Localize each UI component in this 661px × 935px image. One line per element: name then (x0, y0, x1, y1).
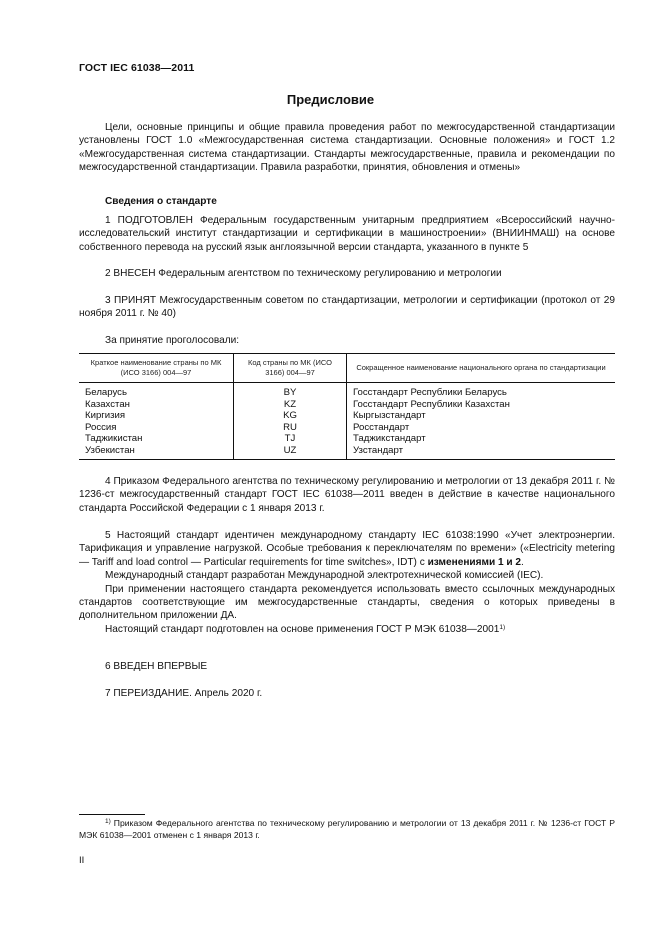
footnote-text: Приказом Федерального агентства по техническому регулированию и метрологии от 13 декабря 2011 г. № 1236-ст ГОСТ Р МЭК 61038—2001 отменен с 1 января 2013 г. (79, 818, 615, 840)
cell-country: Беларусь (85, 387, 127, 398)
item-3-block (79, 294, 615, 321)
table-row (79, 422, 615, 434)
intro-paragraph: Цели, основные принципы и общие правила проведения работ по межгосударственной стандартизации установлены ГОСТ 1.0 «Межгосударственная система стандартизации. Основные положения» и ГОСТ 1.2 «Межгосударственная система стандартизации. Стандарты межгосударственные, правила и рекомендации по межгосударственной стандартизации. Правила разработки, принятия, обновления и отмены» (79, 122, 615, 174)
item-4-block (79, 475, 615, 515)
cell-code: UZ (234, 445, 347, 460)
cell-country: Казахстан (85, 398, 130, 410)
intro-block (79, 121, 615, 175)
item-5-amendments: изменениями 1 и 2 (427, 556, 522, 568)
item-5-paragraph (79, 529, 615, 569)
footnote-divider (79, 814, 145, 815)
item-1-block (79, 214, 615, 254)
item-2-paragraph: 2 ВНЕСЕН Федеральным агентством по техническому регулированию и метрологии (105, 268, 502, 279)
item-5-end: . (521, 556, 524, 568)
cell-body: Узстандарт (347, 445, 616, 460)
header-body: Сокращенное наименование национального органа по стандартизации (347, 354, 616, 383)
item-5-origin: Международный стандарт разработан Международной электротехнической комиссией (IEC). (105, 570, 544, 582)
info-heading: Сведения о стандарте (105, 196, 217, 207)
vote-label-block (79, 334, 615, 347)
info-heading-block (79, 195, 615, 208)
table-header-row (79, 354, 615, 383)
item-4-paragraph: 4 Приказом Федерального агентства по техническому регулированию и метрологии от 13 декабря 2011 г. № 1236-ст межгосударственный стандарт ГОСТ IEC 61038—2011 введен в действие в качестве национального стандарта Российской Федерации с 1 января 2013 г. (79, 476, 615, 514)
cell-code: KZ (234, 399, 347, 411)
footnote-ref: 1) (499, 623, 506, 631)
table-row (79, 410, 615, 422)
table-row (79, 383, 615, 399)
cell-country: Киргизия (85, 410, 126, 421)
cell-country: Россия (85, 421, 117, 433)
cell-body: Кыргызстандарт (347, 410, 616, 422)
header-code: Код страны по МК (ИСО 3166) 004—97 (234, 354, 347, 383)
cell-body: Таджикстандарт (347, 433, 616, 445)
item-5-basis (79, 623, 615, 636)
cell-body: Росстандарт (347, 422, 616, 434)
item-5-basis-text: Настоящий стандарт подготовлен на основе применения ГОСТ Р МЭК 61038—2001 (105, 623, 500, 635)
member-states-table (79, 353, 615, 460)
item-6-block (79, 660, 615, 673)
table-row (79, 399, 615, 411)
item-5-text: 5 Настоящий стандарт идентичен международному стандарту IEC 61038:1990 «Учет электроэнергии. Тарификация и управление нагрузкой. Особые требования к переключателям по времени» («Electricity metering — Tariff and load control — Particular requirements for time switches», IDT) с (79, 530, 615, 568)
cell-code: BY (234, 383, 347, 399)
running-header: ГОСТ IEC 61038—2011 (79, 62, 195, 74)
footnote-mark: 1) (105, 818, 111, 825)
item-1-paragraph: 1 ПОДГОТОВЛЕН Федеральным государственным унитарным предприятием «Всероссийский научно-исследовательский институт стандартизации и сертификации в машиностроении» (ВНИИНМАШ) на основе собственного перевода на русский язык англоязычной версии стандарта, указанного в пункте 5 (79, 215, 615, 253)
section-title: Предисловие (286, 92, 375, 107)
item-7-block (79, 687, 615, 700)
cell-code: TJ (234, 433, 347, 445)
item-6-paragraph: 6 ВВЕДЕН ВПЕРВЫЕ (105, 661, 208, 672)
page-number: II (79, 855, 85, 866)
cell-country: Узбекистан (79, 445, 234, 460)
cell-country: Таджикистан (85, 433, 143, 444)
footnote (79, 817, 615, 841)
header-country: Краткое наименование страны по МК (ИСО 3166) 004—97 (79, 354, 234, 383)
item-3-paragraph: 3 ПРИНЯТ Межгосударственным советом по стандартизации, метрологии и сертификации (протокол от 29 ноября 2011 г. № 40) (79, 295, 615, 320)
table-row (79, 433, 615, 445)
item-5-block (79, 529, 615, 636)
cell-body: Госстандарт Республики Беларусь (347, 383, 616, 399)
cell-body: Госстандарт Республики Казахстан (347, 399, 616, 411)
cell-code: KG (234, 410, 347, 422)
table-row (79, 445, 615, 460)
vote-label: За принятие проголосовали: (105, 335, 240, 346)
item-7-paragraph: 7 ПЕРЕИЗДАНИЕ. Апрель 2020 г. (105, 688, 263, 699)
cell-code: RU (234, 422, 347, 434)
item-5-application: При применении настоящего стандарта рекомендуется использовать вместо ссылочных международных стандартов соответствующие им межгосударственные стандарты, сведения о которых приведены в дополнительном приложении ДА. (79, 583, 615, 622)
item-2-block (79, 267, 615, 280)
